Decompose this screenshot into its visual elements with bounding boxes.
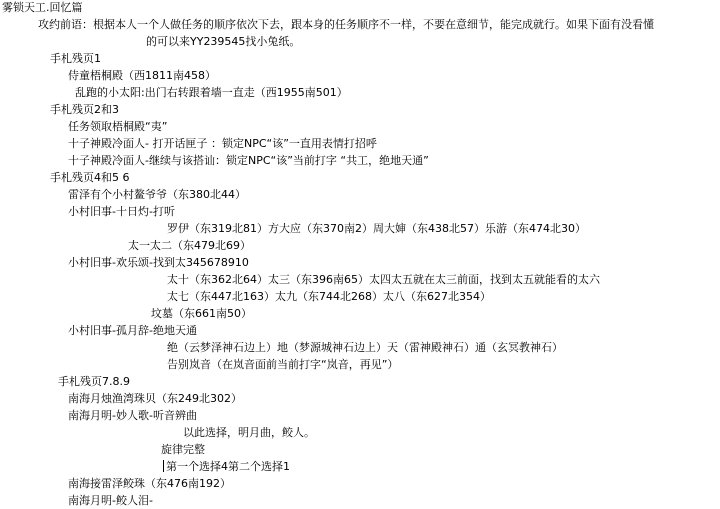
document-title: 雾锁天工.回忆篇 (2, 1, 83, 14)
intro-paragraph: 攻约前语：根据本人一个人做任务的顺序依次下去，跟本身的任务顺序不一样，不要在意细节，能完成就行。如果下面有没看懂 (38, 18, 654, 31)
task-line: 十子神殿冷面人- 打开话匣子 ：锁定NPC“该”一直用表情打招呼 (68, 137, 377, 150)
task-line: 南海接雷泽鲛珠（东476南192） (68, 477, 231, 490)
section-heading: 手札残页2和3 (50, 103, 119, 116)
text-cursor (163, 460, 164, 472)
task-line: 十子神殿冷面人-继续与该搭讪：锁定NPC“该”当前打字 “共工，绝地天通” (68, 154, 429, 167)
task-line: 南海月明-鲛人泪- (68, 494, 153, 507)
intro-paragraph-continued: 的可以来YY239545找小兔纸。 (146, 35, 301, 48)
task-line: 南海月明-妙人歌-听音辨曲 (68, 409, 197, 422)
task-line: 罗伊（东319北81）方大应（东370南2）周大婶（东438北57）乐游（东474北30） (167, 222, 586, 235)
task-line: 小村旧事-欢乐颂-找到太345678910 (68, 256, 249, 269)
task-line: 旋律完整 (161, 443, 205, 456)
section-heading: 手札残页4和5 6 (50, 171, 130, 184)
task-line: 雷泽有个小村鳌爷爷（东380北44） (68, 188, 246, 201)
task-line: 太七（东447北163）太九（东744北268）太八（东627北354） (167, 290, 491, 303)
task-line: 小村旧事-十日灼-打听 (68, 205, 175, 218)
task-line: 以此选择，明月曲，鲛人。 (183, 426, 315, 439)
task-line: 绝（云梦泽神石边上）地（梦源城神石边上）天（雷神殿神石）通（玄冥教神石） (167, 341, 563, 354)
task-line: 乱跑的小太阳:出门右转跟着墙一直走（西1955南501） (75, 86, 348, 99)
task-line: 太十（东362北64）太三（东396南65）太四太五就在太三前面，找到太五就能看的太六 (167, 273, 600, 286)
task-line: 坟墓（东661南50） (151, 307, 252, 320)
task-line: 告别岚音（在岚音面前当前打字“岚音，再见”） (167, 358, 399, 371)
section-heading: 手札残页7.8.9 (58, 375, 130, 388)
task-line: 任务领取梧桐殿“夷” (68, 120, 168, 133)
section-heading: 手札残页1 (50, 52, 101, 65)
task-line-with-cursor (163, 459, 290, 475)
task-line: 第一个选择4第二个选择1 (166, 460, 290, 473)
task-line: 南海月烛渔湾珠贝（东249北302） (68, 392, 242, 405)
task-line: 侍童梧桐殿（西1811南458） (68, 69, 216, 82)
task-line: 小村旧事-孤月辞-绝地天通 (68, 324, 197, 337)
task-line: 太一太二（东479北69） (128, 239, 251, 252)
